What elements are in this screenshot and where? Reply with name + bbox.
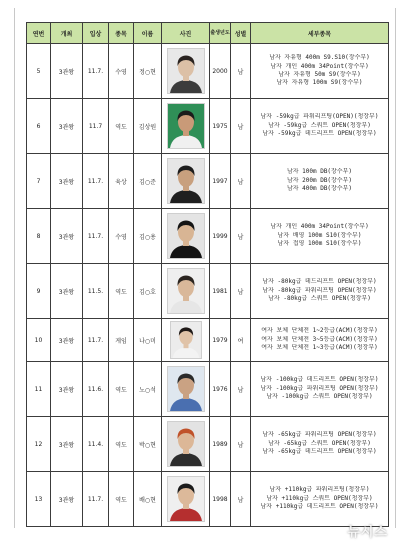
event-item: 남자 -59kg급 데드리프트 OPEN(청장부) — [262, 130, 377, 138]
athlete-name: 배○현 — [134, 472, 162, 527]
event-list — [251, 362, 389, 417]
table-row — [27, 362, 389, 417]
row-number: 9 — [27, 264, 51, 319]
header-photo: 사진 — [162, 23, 210, 44]
event-list — [251, 264, 389, 319]
row-date: 11.6. — [83, 362, 109, 417]
row-number: 13 — [27, 472, 51, 527]
athlete-photo-cell — [162, 362, 210, 417]
birth-year: 1979 — [210, 319, 231, 362]
watermark-logo: 뉴시스 — [347, 525, 388, 540]
birth-year: 1975 — [210, 99, 231, 154]
event-item: 남자 +110kg급 데드리프트 OPEN(청장부) — [260, 503, 379, 511]
event-item: 남자 자유형 400m S9.S10(장수부) — [269, 54, 370, 62]
gender: 남 — [231, 472, 251, 527]
table-row — [27, 417, 389, 472]
event-item: 남자 자유형 50m S9(장수부) — [278, 71, 361, 78]
row-date: 11.7. — [83, 472, 109, 527]
athlete-photo-cell — [162, 44, 210, 99]
row-number: 10 — [27, 319, 51, 362]
birth-year: 1998 — [210, 472, 231, 527]
row-sport: 역도 — [109, 264, 134, 319]
gender: 남 — [231, 99, 251, 154]
row-date: 11.7 — [83, 99, 109, 154]
row-venue: 3관왕 — [51, 417, 83, 472]
table-row — [27, 472, 389, 527]
athlete-name: 나○미 — [134, 319, 162, 362]
event-item: 여자 보체 단체전 1~3등급(ACM)(청장부) — [261, 344, 378, 352]
table-row — [27, 99, 389, 154]
event-item: 남자 200m DB(장수부) — [286, 176, 353, 184]
event-item: 남자 개인 400m 34Point(장수부) — [270, 223, 369, 231]
row-sport: 수영 — [109, 44, 134, 99]
athlete-photo — [167, 48, 205, 94]
birth-year: 1976 — [210, 362, 231, 417]
event-item: 남자 -80kg급 파워리프팅 OPEN(청장부) — [262, 286, 377, 294]
row-date: 11.5. — [83, 264, 109, 319]
birth-year: 1981 — [210, 264, 231, 319]
row-venue: 3관왕 — [51, 362, 83, 417]
athlete-photo — [167, 421, 205, 467]
athlete-photo-cell — [162, 264, 210, 319]
row-venue: 3관왕 — [51, 154, 83, 209]
row-number: 12 — [27, 417, 51, 472]
header-sport: 종목 — [109, 23, 134, 44]
row-number: 5 — [27, 44, 51, 99]
athlete-photo-cell — [162, 209, 210, 264]
event-item: 남자 -100kg급 데드리프트 OPEN(청장부) — [260, 376, 379, 384]
row-sport: 역도 — [109, 362, 134, 417]
event-list — [251, 417, 389, 472]
table-row — [27, 44, 389, 99]
event-list — [251, 154, 389, 209]
event-item: 남자 +110kg급 파워리프팅(청장부) — [269, 486, 370, 494]
row-date: 11.7. — [83, 319, 109, 362]
row-number: 6 — [27, 99, 51, 154]
athlete-photo — [167, 158, 205, 204]
athlete-name: 박○현 — [134, 417, 162, 472]
birth-year: 2000 — [210, 44, 231, 99]
row-venue: 3관왕 — [51, 44, 83, 99]
row-venue: 3관왕 — [51, 209, 83, 264]
event-item: 남자 자유형 100m S9(장수부) — [276, 79, 363, 87]
athlete-photo-cell — [162, 417, 210, 472]
athlete-photo — [167, 268, 205, 314]
athlete-photo — [170, 321, 202, 359]
row-venue: 3관왕 — [51, 264, 83, 319]
header-no: 연번 — [27, 23, 51, 44]
athlete-name: 김○호 — [134, 264, 162, 319]
event-list — [251, 209, 389, 264]
row-sport: 게임 — [109, 319, 134, 362]
table-row — [27, 319, 389, 362]
row-date: 11.7. — [83, 154, 109, 209]
header-birth-year: 출생년도 — [210, 23, 231, 44]
event-item: 남자 -59kg급 스쿼트 OPEN(청장부) — [268, 121, 371, 129]
event-item: 남자 -80kg급 데드리프트 OPEN(청장부) — [262, 278, 377, 286]
event-list — [251, 472, 389, 527]
athlete-photo-cell — [162, 154, 210, 209]
row-date: 11.7. — [83, 44, 109, 99]
birth-year: 1997 — [210, 154, 231, 209]
gender: 남 — [231, 362, 251, 417]
event-list — [251, 319, 389, 362]
row-sport: 역도 — [109, 99, 134, 154]
athlete-photo-cell — [162, 472, 210, 527]
row-sport: 수영 — [109, 209, 134, 264]
table-row — [27, 264, 389, 319]
table-row — [27, 209, 389, 264]
row-date: 11.7. — [83, 209, 109, 264]
row-date: 11.4. — [83, 417, 109, 472]
header-date: 입상 — [83, 23, 109, 44]
header-gender: 성별 — [231, 23, 251, 44]
row-number: 7 — [27, 154, 51, 209]
athlete-name: 김○용 — [134, 209, 162, 264]
athlete-photo — [167, 366, 205, 412]
event-item: 남자 +110kg급 스쿼트 OPEN(청장부) — [266, 494, 373, 502]
event-item: 여자 보체 단체전 1~2등급(ACM)(청장부) — [261, 327, 378, 335]
birth-year: 1989 — [210, 417, 231, 472]
row-sport: 역도 — [109, 417, 134, 472]
event-item: 남자 -80kg급 스쿼트 OPEN(청장부) — [268, 295, 371, 303]
gender: 여 — [231, 319, 251, 362]
row-number: 8 — [27, 209, 51, 264]
athlete-photo-cell — [162, 319, 210, 362]
event-item: 남자 접영 100m S10(장수부) — [277, 240, 362, 248]
event-item: 여자 보체 단체전 3~5등급(ACM)(청장부) — [261, 335, 378, 343]
athlete-table — [26, 22, 389, 527]
gender: 남 — [231, 264, 251, 319]
event-item: 남자 -100kg급 스쿼트 OPEN(청장부) — [266, 393, 373, 401]
event-item: 남자 100m DB(장수부) — [286, 168, 353, 176]
header-venue: 개최 — [51, 23, 83, 44]
header-events: 세부종목 — [251, 23, 389, 44]
table-header-row — [27, 23, 389, 44]
row-number: 11 — [27, 362, 51, 417]
row-sport: 육상 — [109, 154, 134, 209]
event-item: 남자 배영 100m S10(장수부) — [277, 231, 362, 239]
athlete-photo-cell — [162, 99, 210, 154]
gender: 남 — [231, 44, 251, 99]
event-item: 남자 -65kg급 스쿼트 OPEN(청장부) — [268, 439, 371, 447]
row-venue: 3관왕 — [51, 319, 83, 362]
event-item: 남자 -59kg급 파워리프팅(OPEN)(청장부) — [260, 113, 379, 121]
row-venue: 3관왕 — [51, 99, 83, 154]
event-list — [251, 44, 389, 99]
athlete-photo — [167, 213, 205, 259]
gender: 남 — [231, 154, 251, 209]
event-list — [251, 99, 389, 154]
athlete-photo — [167, 103, 205, 149]
event-item: 남자 -100kg급 파워리프팅 OPEN(청장부) — [260, 384, 379, 392]
athlete-name: 김○준 — [134, 154, 162, 209]
gender: 남 — [231, 417, 251, 472]
row-sport: 역도 — [109, 472, 134, 527]
event-item: 남자 -65kg급 데드리프트 OPEN(청장부) — [262, 448, 377, 456]
row-venue: 3관왕 — [51, 472, 83, 527]
athlete-name: 노○석 — [134, 362, 162, 417]
table-row — [27, 154, 389, 209]
gender: 남 — [231, 209, 251, 264]
birth-year: 1999 — [210, 209, 231, 264]
event-item: 남자 개인 400m 34Point(장수부) — [270, 62, 369, 70]
header-name: 이름 — [134, 23, 162, 44]
athlete-name: 정○현 — [134, 44, 162, 99]
athlete-name: 김상원 — [134, 99, 162, 154]
event-item: 남자 400m DB(장수부) — [286, 185, 353, 193]
event-item: 남자 -65kg급 파워리프팅 OPEN(청장부) — [262, 431, 377, 439]
athlete-photo — [167, 476, 205, 522]
